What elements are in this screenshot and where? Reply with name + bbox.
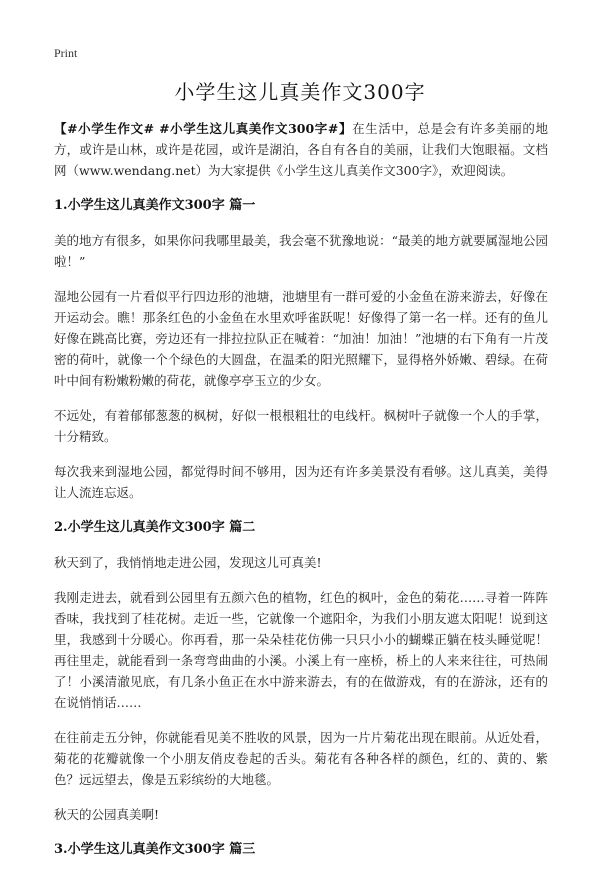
section-heading: 3.小学生这儿真美作文300字 篇三	[54, 842, 256, 857]
intro-text: 在生活中，总是会有许多美丽的地方，或许是山林，或许是花园，或许是湖泊，各自有各自的美丽，让我们大饱眼福。文档网（www.wendang.net）为大家提供《小学生这儿真美作文300字》，欢迎阅读。	[54, 121, 548, 178]
section-paragraph: 在往前走五分钟，你就能看见美不胜收的风景，因为一片片菊花出现在眼前。从近处看，菊花的花瓣就像一个小朋友俏皮卷起的舌头。菊花有各种各样的颜色，红的、黄的、紫色？远远望去，像是五彩缤纷的大地毯。	[54, 730, 548, 787]
section-paragraph: 秋天到了，我悄悄地走进公园，发现这儿可真美!	[54, 555, 322, 570]
section-heading: 1.小学生这儿真美作文300字 篇一	[54, 198, 256, 213]
section-paragraph: 秋天的公园真美啊!	[54, 807, 160, 822]
section-2	[54, 517, 548, 825]
intro-paragraph	[54, 118, 548, 181]
print-label: Print	[54, 46, 78, 60]
section-paragraph: 美的地方有很多，如果你问我哪里最美，我会毫不犹豫地说：“最美的地方就要属湿地公园啦！”	[54, 233, 548, 269]
section-paragraph: 湿地公园有一片看似平行四边形的池塘，池塘里有一群可爱的小金鱼在游来游去，好像在开运动会。瞧！那条红色的小金鱼在水里欢呼雀跃呢！好像得了第一名一样。还有的鱼儿好像在跳高比赛，旁边还有一排拉拉队正在喊着：“加油！加油！”池塘的右下角有一片茂密的荷叶，就像一个个绿色的大圆盘，在温柔的阳光照耀下，显得格外娇嫩、碧绿。在荷叶中间有粉嫩粉嫩的荷花，就像亭亭玉立的少女。	[54, 289, 548, 388]
section-paragraph: 每次我来到湿地公园，都觉得时间不够用，因为还有许多美景没有看够。这儿真美，美得让人流连忘返。	[54, 464, 548, 500]
section-3	[54, 839, 548, 860]
intro-tag: 【#小学生作文# #小学生这儿真美作文300字#】	[54, 121, 353, 136]
page-title: 小学生这儿真美作文300字	[174, 80, 426, 104]
section-1	[54, 195, 548, 503]
article-body	[54, 118, 548, 874]
section-paragraph: 我刚走进去，就看到公园里有五颜六色的植物，红色的枫叶，金色的菊花……寻着一阵阵香味，我找到了桂花树。走近一些，它就像一个遮阳伞，为我们小朋友遮太阳呢！说到这里，我感到十分暖心。你再看，那一朵朵桂花仿佛一只只小小的蝴蝶正躺在枝头睡觉呢！再往里走，就能看到一条弯弯曲曲的小溪。小溪上有一座桥，桥上的人来来往往，可热闹了！小溪清澈见底，有几条小鱼正在水中游来游去，有的在做游戏，有的在游泳，还有的在说悄悄话……	[54, 590, 548, 710]
section-heading: 2.小学生这儿真美作文300字 篇二	[54, 520, 256, 535]
section-paragraph: 不远处，有着郁郁葱葱的枫树，好似一根根粗壮的电线杆。枫树叶子就像一个人的手掌，十分精致。	[54, 408, 548, 444]
